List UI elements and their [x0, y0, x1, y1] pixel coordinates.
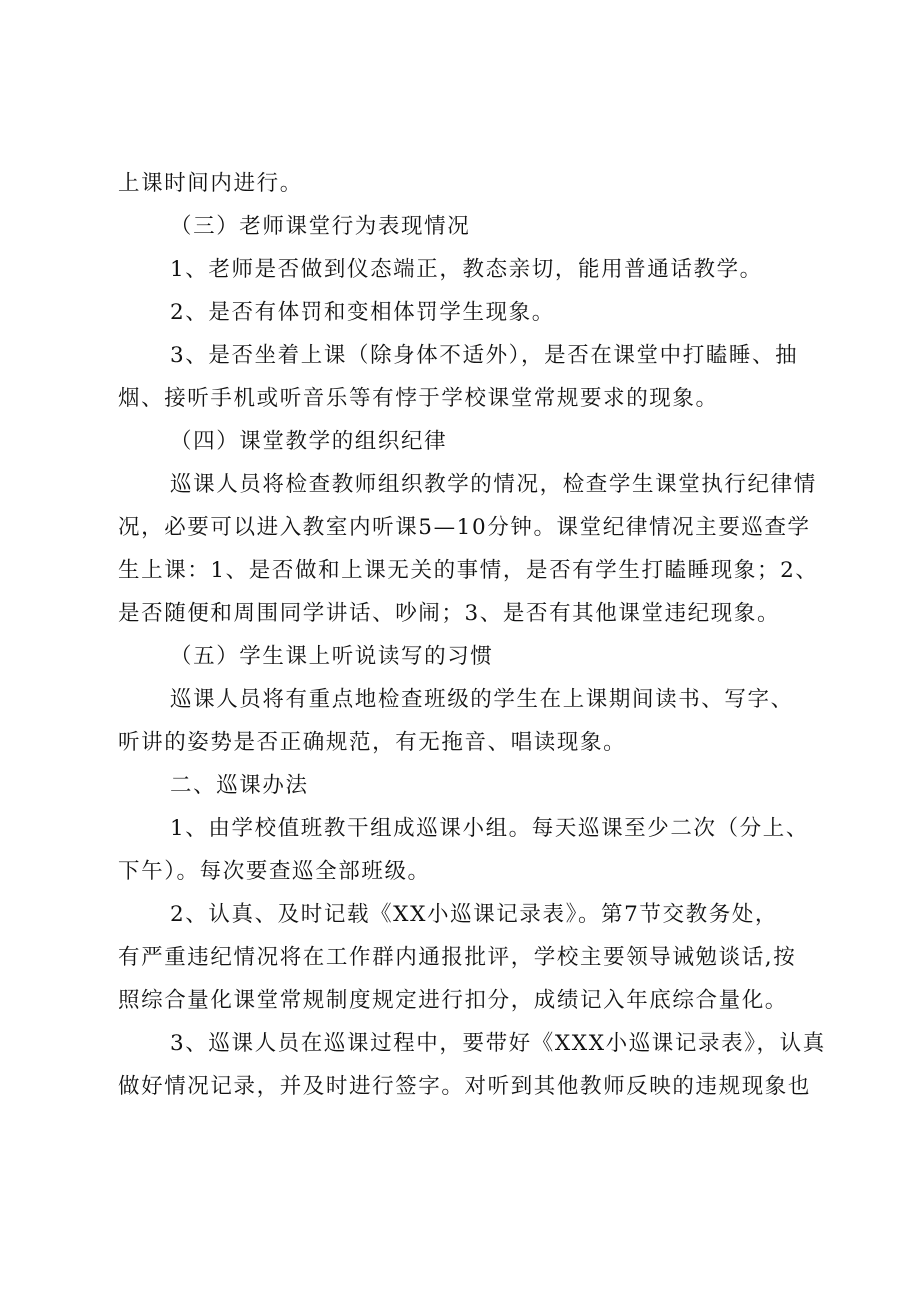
text-line-18: 2、认真、及时记载《XX小巡课记录表》。第7节交教务处，	[170, 902, 779, 927]
text-line-20: 照综合量化课堂常规制度规定进行扣分，成绩记入年底综合量化。	[118, 988, 788, 1013]
section-heading-2: 二、巡课办法	[170, 773, 309, 798]
section-heading-3: （三）老师课堂行为表现情况	[170, 214, 471, 239]
section-heading-5: （五）学生课上听说读写的习惯	[170, 644, 494, 669]
text-line-10: 生上课：1、是否做和上课无关的事情，是否有学生打瞌睡现象；2、	[118, 558, 819, 583]
text-line-8: 巡课人员将检查教师组织教学的情况，检查学生课堂执行纪律情	[170, 472, 817, 497]
text-line-5: 3、是否坐着上课（除身体不适外），是否在课堂中打瞌睡、抽	[170, 343, 799, 368]
section-heading-4: （四）课堂教学的组织纪律	[170, 429, 448, 454]
text-line-21: 3、巡课人员在巡课过程中，要带好《XXX小巡课记录表》，认真	[170, 1031, 826, 1056]
text-line-17: 下午）。每次要查巡全部班级。	[118, 859, 431, 884]
text-line-14: 听讲的姿势是否正确规范，有无拖音、唱读现象。	[118, 730, 627, 755]
text-line-3: 1、老师是否做到仪态端正，教态亲切，能用普通话教学。	[170, 257, 763, 282]
text-line-16: 1、由学校值班教干组成巡课小组。每天巡课至少二次（分上、	[170, 816, 809, 841]
text-line-1: 上课时间内进行。	[118, 171, 303, 196]
text-line-13: 巡课人员将有重点地检查班级的学生在上课期间读书、写字、	[170, 687, 794, 712]
text-line-6: 烟、接听手机或听音乐等有悖于学校课堂常规要求的现象。	[118, 386, 719, 411]
text-line-11: 是否随便和周围同学讲话、吵闹；3、是否有其他课堂违纪现象。	[118, 601, 781, 626]
text-line-19: 有严重违纪情况将在工作群内通报批评，学校主要领导诫勉谈话,按	[118, 945, 797, 970]
text-line-4: 2、是否有体罚和变相体罚学生现象。	[170, 300, 555, 325]
text-line-9: 况，必要可以进入教室内听课5—10分钟。课堂纪律情况主要巡查学	[118, 515, 811, 540]
text-line-22: 做好情况记录，并及时进行签字。对听到其他教师反映的违规现象也	[118, 1074, 812, 1099]
